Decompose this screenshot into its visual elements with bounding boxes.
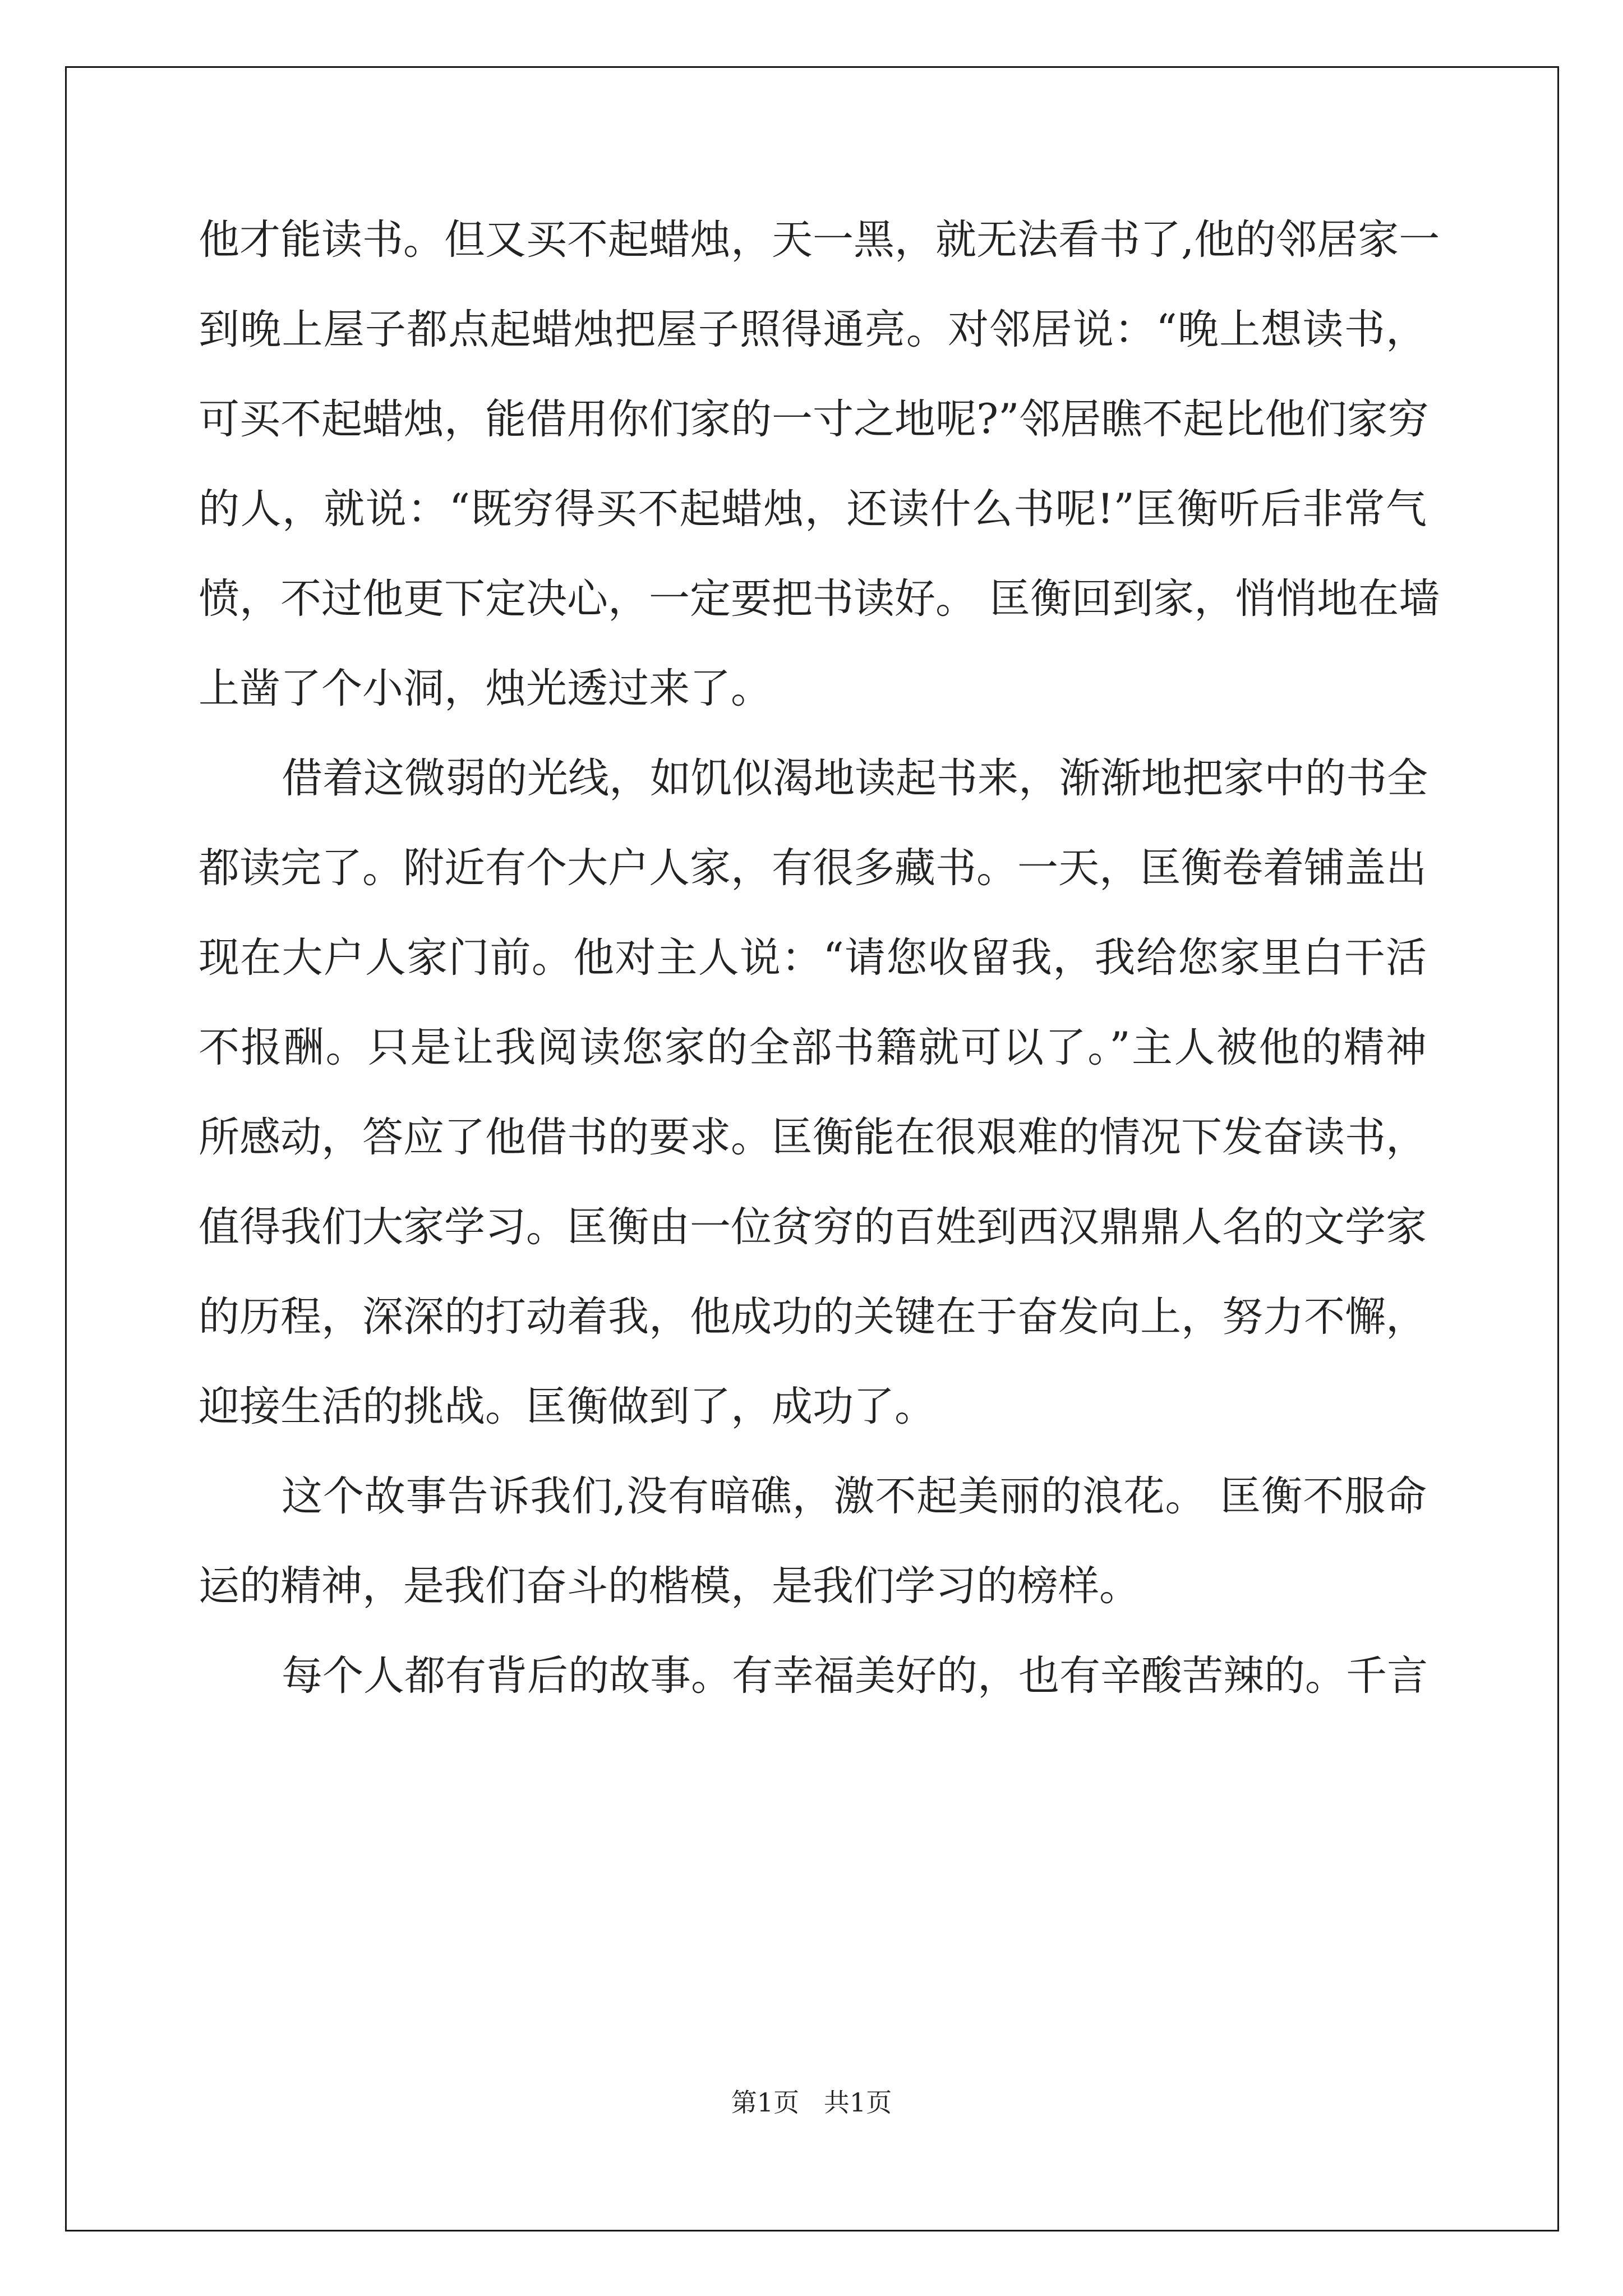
page-footer: 第1页 共1页 — [731, 2087, 892, 2118]
text-line: 都读完了。附近有个大户人家，有很多藏书。一天，匡衡卷着铺盖出 — [199, 844, 1427, 892]
paragraph-first-line: 借着这微弱的光线，如饥似渴地读起书来，渐渐地把家中的书全 — [282, 754, 1428, 802]
text-line: 到晚上屋子都点起蜡烛把屋子照得通亮。对邻居说：“晚上想读书， — [199, 306, 1427, 353]
paragraph-first-line: 这个故事告诉我们,没有暗礁，激不起美丽的浪花。 匡衡不服命 — [282, 1473, 1427, 1520]
text-line: 的人，就说：“既穷得买不起蜡烛，还读什么书呢!”匡衡听后非常气 — [199, 485, 1427, 533]
text-line: 运的精神，是我们奋斗的楷模，是我们学习的榜样。 — [199, 1562, 1140, 1610]
text-line: 他才能读书。但又买不起蜡烛，天一黑，就无法看书了,他的邻居家一 — [199, 216, 1440, 264]
text-line: 的历程，深深的打动着我，他成功的关键在于奋发向上，努力不懈， — [199, 1293, 1427, 1341]
text-line: 上凿了个小洞，烛光透过来了。 — [199, 665, 772, 712]
text-line: 可买不起蜡烛，能借用你们家的一寸之地呢?”邻居瞧不起比他们家穷 — [199, 395, 1429, 443]
text-line: 不报酬。只是让我阅读您家的全部书籍就可以了。”主人被他的精神 — [199, 1024, 1427, 1071]
text-line: 值得我们大家学习。匡衡由一位贫穷的百姓到西汉鼎鼎人名的文学家 — [199, 1203, 1427, 1251]
text-line: 现在大户人家门前。他对主人说：“请您收留我，我给您家里白干活 — [199, 934, 1427, 982]
text-line: 愤，不过他更下定决心，一定要把书读好。 匡衡回到家，悄悄地在墙 — [199, 575, 1440, 623]
text-line: 迎接生活的挑战。匡衡做到了，成功了。 — [199, 1383, 935, 1430]
paragraph-first-line: 每个人都有背后的故事。有幸福美好的，也有辛酸苦辣的。千言 — [282, 1652, 1428, 1700]
text-line: 所感动，答应了他借书的要求。匡衡能在很艰难的情况下发奋读书， — [199, 1114, 1427, 1161]
